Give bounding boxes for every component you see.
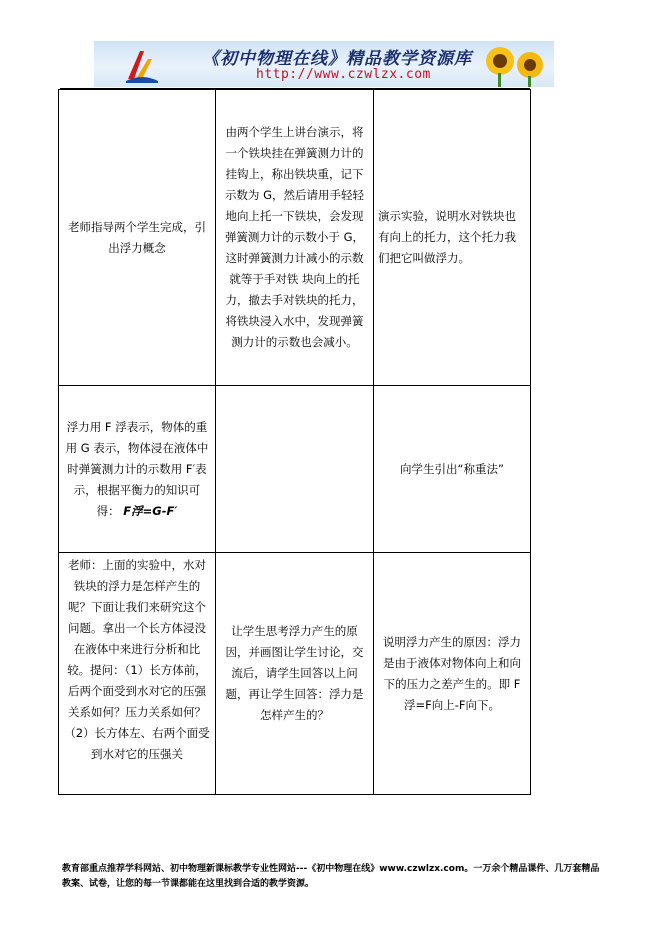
buoyancy-formula: F浮=G-F′ bbox=[123, 503, 178, 518]
student-activity-cell bbox=[215, 386, 373, 553]
logo-icon bbox=[122, 45, 162, 85]
design-intent-cell: 向学生引出“称重法” bbox=[374, 386, 531, 553]
design-intent-cell: 说明浮力产生的原因：浮力是由于液体对物体向上和向下的压力之差产生的。即 F浮=F向上-F向下。 bbox=[374, 553, 531, 795]
table-row bbox=[59, 553, 531, 795]
teacher-activity-text: 浮力用 F 浮表示，物体的重用 G 表示，物体浸在液体中时弹簧测力计的示数用 F′表示，根据平衡力的知识可得： bbox=[65, 419, 209, 518]
student-activity-cell: 让学生思考浮力产生的原因，并画图让学生讨论，交流后，请学生回答以上问题，再让学生回答：浮力是怎样产生的？ bbox=[215, 553, 373, 795]
design-intent-cell: 演示实验，说明水对铁块也有向上的托力，这个托力我们把它叫做浮力。 bbox=[374, 90, 531, 386]
teacher-activity-cell: 老师：上面的实验中，水对铁块的浮力是怎样产生的呢？下面让我们来研究这个问题。拿出一个长方体浸没在液体中来进行分析和比较。提问：（1）长方体前，后两个面受到水对它的压强关系如何？压力关系如何？（2）长方体左、右两个面受到水对它的压强关 bbox=[59, 553, 216, 795]
table-row bbox=[59, 386, 531, 553]
page-footer: 教育部重点推荐学科网站、初中物理新课标教学专业性网站---《初中物理在线》www.czwlzx.com。一万余个精品课件、几万套精品教案、试卷，让您的每一节课都能在这里找到合适的教学资源。 bbox=[62, 864, 600, 889]
teacher-activity-cell: 老师指导两个学生完成，引出浮力概念 bbox=[59, 90, 216, 386]
banner-title: 《初中物理在线》精品教学资源库 bbox=[202, 49, 472, 69]
banner-url[interactable]: http://www.czwlzx.com bbox=[256, 67, 431, 82]
table-row bbox=[59, 90, 531, 386]
sunflower-icon bbox=[478, 43, 548, 87]
header-banner bbox=[94, 41, 554, 87]
student-activity-cell: 由两个学生上讲台演示，将一个铁块挂在弹簧测力计的挂钩上，称出铁块重，记下示数为 G，然后请用手轻轻地向上托一下铁块，会发现弹簧测力计的示数小于 G，这时弹簧测力计减小的示数就等于手对铁 块向上的托力，撤去手对铁块的托力，将铁块浸入水中，发现弹簧测力计的示数也会减小。 bbox=[215, 90, 373, 386]
teacher-activity-cell bbox=[59, 386, 216, 553]
lesson-table bbox=[58, 89, 531, 795]
